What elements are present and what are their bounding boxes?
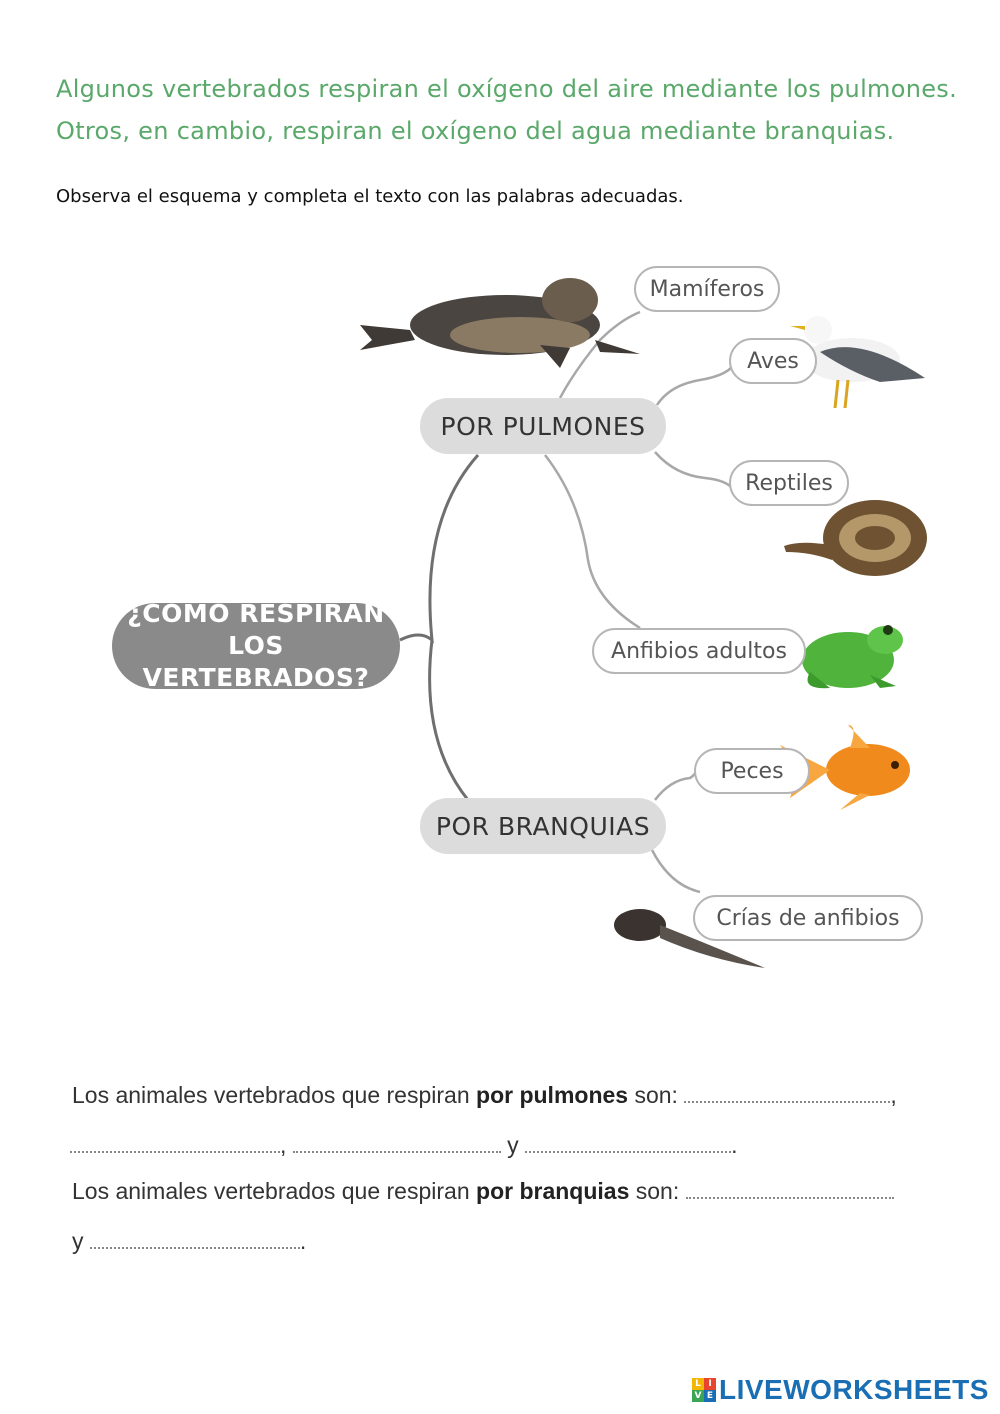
frog-image [802, 625, 903, 688]
liveworksheets-logo[interactable] [692, 1374, 989, 1406]
leaf-node-mamiferos: Mamíferos [634, 266, 780, 312]
exercise-sentence-2 [72, 1178, 894, 1205]
leaf-node-peces: Peces [694, 748, 810, 794]
blank-gills-1[interactable] [686, 1183, 894, 1199]
liveworksheets-logo-text: LIVEWORKSHEETS [719, 1374, 989, 1405]
connector-reptiles [655, 452, 732, 488]
blank-gills-2[interactable] [90, 1233, 300, 1249]
root-node-line-1: ¿CÓMO RESPIRAN [127, 599, 385, 628]
intro-line-1: Algunos vertebrados respiran el oxígeno del aire mediante los pulmones. [56, 75, 958, 103]
sentence-2-prefix: Los animales vertebrados que respiran [72, 1178, 477, 1204]
and-1: y [507, 1132, 519, 1158]
period-1: . [731, 1132, 738, 1158]
blank-lungs-3[interactable] [293, 1137, 501, 1153]
blank-lungs-1[interactable] [684, 1087, 890, 1103]
exercise-sentence-2-cont [72, 1228, 306, 1255]
sentence-1-suffix: son: [628, 1082, 678, 1108]
sentence-2-suffix: son: [629, 1178, 680, 1204]
root-node-line-2: LOS VERTEBRADOS? [142, 631, 370, 692]
exercise-sentence-1-cont [70, 1132, 737, 1159]
root-node [112, 599, 400, 692]
comma-2: , [280, 1132, 287, 1158]
connector-root-gills [430, 640, 468, 800]
liveworksheets-logo-icon: L I V E [692, 1378, 716, 1402]
period-2: . [299, 1228, 307, 1254]
connector-root-lungs [400, 455, 478, 640]
intro-line-2: Otros, en cambio, respiran el oxígeno del agua mediante branquias. [56, 117, 895, 145]
leaf-node-aves: Aves [729, 338, 817, 384]
exercise-sentence-1 [72, 1082, 897, 1109]
connector-aves [657, 362, 735, 405]
blank-lungs-4[interactable] [525, 1137, 731, 1153]
connector-crias [652, 850, 700, 892]
sentence-1-prefix: Los animales vertebrados que respiran [72, 1082, 477, 1108]
connector-peces [655, 770, 697, 800]
and-2: y [72, 1228, 84, 1254]
sentence-1-bold: por pulmones [476, 1082, 629, 1108]
comma-1: , [890, 1082, 897, 1108]
branch-node-gills: POR BRANQUIAS [420, 798, 666, 854]
leaf-node-reptiles: Reptiles [729, 460, 849, 506]
sentence-2-bold: por branquias [476, 1178, 630, 1204]
leaf-node-crias-de-anfibios: Crías de anfibios [693, 895, 923, 941]
seal-image [360, 278, 640, 368]
snake-image [784, 500, 927, 576]
connector-anfibios [545, 455, 640, 628]
instruction: Observa el esquema y completa el texto con las palabras adecuadas. [56, 186, 684, 207]
branch-node-lungs: POR PULMONES [420, 398, 666, 454]
blank-lungs-2[interactable] [70, 1137, 280, 1153]
leaf-node-anfibios-adultos: Anfibios adultos [592, 628, 806, 674]
